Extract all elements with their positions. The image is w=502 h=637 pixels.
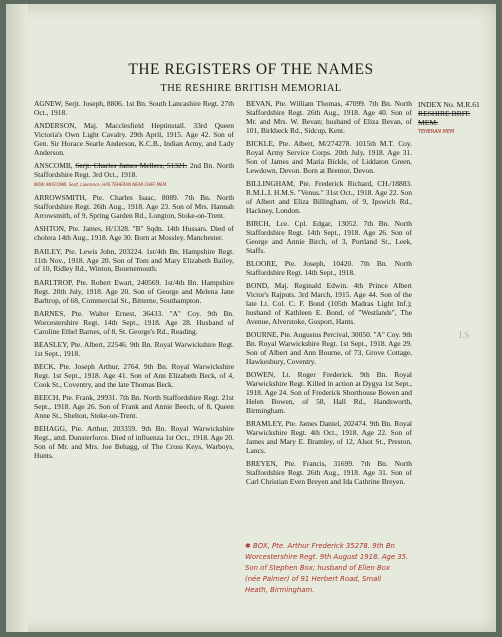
list-item: BREYEN, Pte. Francis, 31699. 7th Bn. North Staffordshire Regt. 26th Aug., 1918. Age 31. Son of Carl Christian Even Breyen and Ida Cathrine Breyen.: [246, 459, 412, 486]
index-reference: [418, 100, 496, 137]
list-item: ASHTON, Pte. James, H/1328. "B" Sqdn. 14th Hussars. Died of cholera 14th Aug., 1918. Age 30. Born at Mossley, Manchester.: [34, 224, 234, 243]
list-item: BLOORE, Pte. Joseph, 10420. 7th Bn. North Staffordshire Regt. 14th Sept., 1918.: [246, 259, 412, 277]
left-column: [34, 100, 234, 465]
page-subtitle: THE RESHIRE BRITISH MEMORIAL: [160, 83, 342, 94]
struck-text: Serjt. Charles James Mellers, 51321.: [75, 161, 188, 171]
list-item: ANDERSON, Maj. Macclesfield Heptinstall. 33rd Queen Victoria's Own Light Cavalry. 29th April, 1915. Age 42. Son of Gen. Sir Horace Searle Anderson, K.C.B., Indian Army, and Lady Anderson.: [34, 121, 234, 157]
list-item: BRAMLEY, Pte. James Daniel, 202474. 9th Bn. Royal Warwickshire Regt. 4th Oct., 1918. Age 22. Son of James and Mary E. Bramley, of 12, Alsot St., Preston, Lancs.: [246, 419, 412, 455]
list-item: BARNES, Pte. Walter Ernest, 36433. "A" Coy. 9th Bn. Worcestershire Regt. 14th Sept., 1918. Age 28. Husband of Caroline Ethel Barnes, of 8, St. George's Rd., Reading.: [34, 308, 234, 336]
list-item: BAILEY, Pte. Lewis John, 203224. 1st/4th Bn. Hampshire Regt. 11th Nov., 1918. Age 20. Son of Tom and Mary Elizabeth Bailey, of 10, Ridley Rd., Winton, Bournemouth.: [34, 246, 234, 274]
list-item: BOWEN, Lt. Roger Frederick. 9th Bn. Royal Warwickshire Regt. Killed in action at Dygya 1st Sept., 1918. Age 24. Son of Frederick Shorthouse Bowen and Helen Bowen, of 58, Hall Rd., Handsworth, Birmingham.: [246, 370, 412, 415]
list-item: BEVAN, Pte. William Thomas, 47099. 7th Bn. North Staffordshire Regt. 26th Aug., 1918. Age 40. Son of Mr. and Mrs. W. Bevan; husband of Eliza Bevan, of 101, Birkbeck Rd., Sidcup, Kent.: [246, 99, 412, 135]
list-item: BILLINGHAM, Pte. Frederick Richard, CH./18883. R.M.L.I. H.M.S. "Venus." 31st Oct., 1918. Age 22. Son of Albert and Eliza Billingham, of 9, Ipswich Rd., Hackney, London.: [246, 179, 412, 215]
anscomb-entry: ANSCOMB, Serjt. Charles James Mellers, 51321. 2nd Bn. North Staffordshire Regt. 3rd Oct., 1918.: [34, 161, 234, 180]
handwritten-line: Worcestershire Regt. 9th August 1918. Age 35.: [245, 553, 409, 561]
right-column: [246, 100, 412, 491]
list-item: [34, 162, 234, 190]
anscomb-handwritten-note: NOW ANSCOMB, Serjt. Lawrence, HAS TEHERAN NEAR CHEF MEM.: [34, 182, 168, 188]
list-item: BARLTROP, Pte. Robert Ewart, 240569. 1st/4th Bn. Hampshire Regt. 20th July, 1918. Age 20. Son of George and Melena Jane Barltrop, of 68, Commercial St., Bitterne, Southampton.: [34, 277, 234, 305]
list-item: BOURNE, Pte. Augustus Percival, 30050. "A" Coy. 9th Bn. Royal Warwickshire Regt. 1st Sept., 1918. Age 29. Son of Albert and Ann Bourne, of 73, Grove Cottage, Hawkesbury, Coventry.: [246, 330, 412, 366]
index-handwritten-correction: TEHERAN MEM: [418, 129, 455, 135]
list-item: BIRCH, Lce. Cpl. Edgar, 13052. 7th Bn. North Staffordshire Regt. 14th Sept., 1918. Age 26. Son of George and Annie Birch, of 3, Portland St., Leek, Staffs.: [246, 219, 412, 255]
margin-pencil-mark: I.S: [459, 330, 470, 340]
handwritten-addition: [245, 541, 485, 596]
list-item: BOND, Maj. Reginald Edwin. 4th Prince Albert Victor's Rajputs. 3rd March, 1915. Age 44. Son of the late Lt. Col. C. F. Bond (105th Madras Light Inf.); husband of Kathleen E. Bond, of "Westlands", The Avenue, Alverstoke, Gosport, Hants.: [246, 281, 412, 326]
handwritten-line: Son of Stephen Box; husband of Ellen Box: [245, 564, 391, 572]
index-memorial-struck-2: MEM.: [418, 118, 439, 127]
list-item: BEHAGG, Pte. Arthur, 203359. 9th Bn. Royal Warwickshire Regt., attd. Dunsterforce. Died of influenza 1st Oct., 1918. Age 20. Son of Mr. and Mrs. Joe Behagg, of The Cross Keys, Warboys, Hunts.: [34, 424, 234, 461]
list-item: BICKLE, Pte. Albert, M/274278. 1015th M.T. Coy. Royal Army Service Corps. 20th July, 1918. Age 31. Son of James and Maria Bickle, of Liddaton Green, Lewdown, Devon. Born at Brentor, Devon.: [246, 139, 412, 175]
handwritten-line: (née Palmer) of 91 Herbert Road, Small: [245, 575, 382, 583]
list-item: ARROWSMITH, Pte. Charles Isaac, 8089. 7th Bn. North Staffordshire Regt. 26th Aug., 1918. Age 23. Son of Mrs. Hannah Arrowsmith, of 9, Spring Garden Rd., Longton, Stoke-on-Trent.: [34, 193, 234, 221]
index-memorial-struck: RESHIRE BRIT.: [418, 109, 471, 118]
page-spine-shadow: [6, 4, 28, 632]
handwritten-line: ✱ BOX, Pte. Arthur Frederick 35278. 9th Bn: [245, 542, 395, 550]
list-item: AGNEW, Serjt. Joseph, 8806. 1st Bn. South Lancashire Regt. 27th Oct., 1918.: [34, 99, 234, 117]
list-item: BEECH, Pte. Frank, 29931. 7th Bn. North Staffordshire Regt. 21st Sept., 1918. Age 26. Son of Frank and Annie Beech, of 8, Queen Anne St., Shelton, Stoke-on-Trent.: [34, 393, 234, 421]
list-item: BECK, Pte. Joseph Arthur, 2764. 9th Bn. Royal Warwickshire Regt. 1st Sept., 1918. Age 41. Son of Ann Elizabeth Beck, of 4, Cook St., Coventry, and the late Thomas Beck.: [34, 362, 234, 389]
page-title: THE REGISTERS OF THE NAMES: [128, 61, 374, 78]
handwritten-line: Heath, Birmingham.: [245, 586, 315, 594]
list-item: BEASLEY, Pte. Albert, 22546. 9th Bn. Royal Warwickshire Regt. 1st Sept., 1918.: [34, 339, 234, 358]
index-number: INDEX No. M.R.61: [418, 100, 480, 109]
memorial-register-page: [6, 4, 496, 632]
